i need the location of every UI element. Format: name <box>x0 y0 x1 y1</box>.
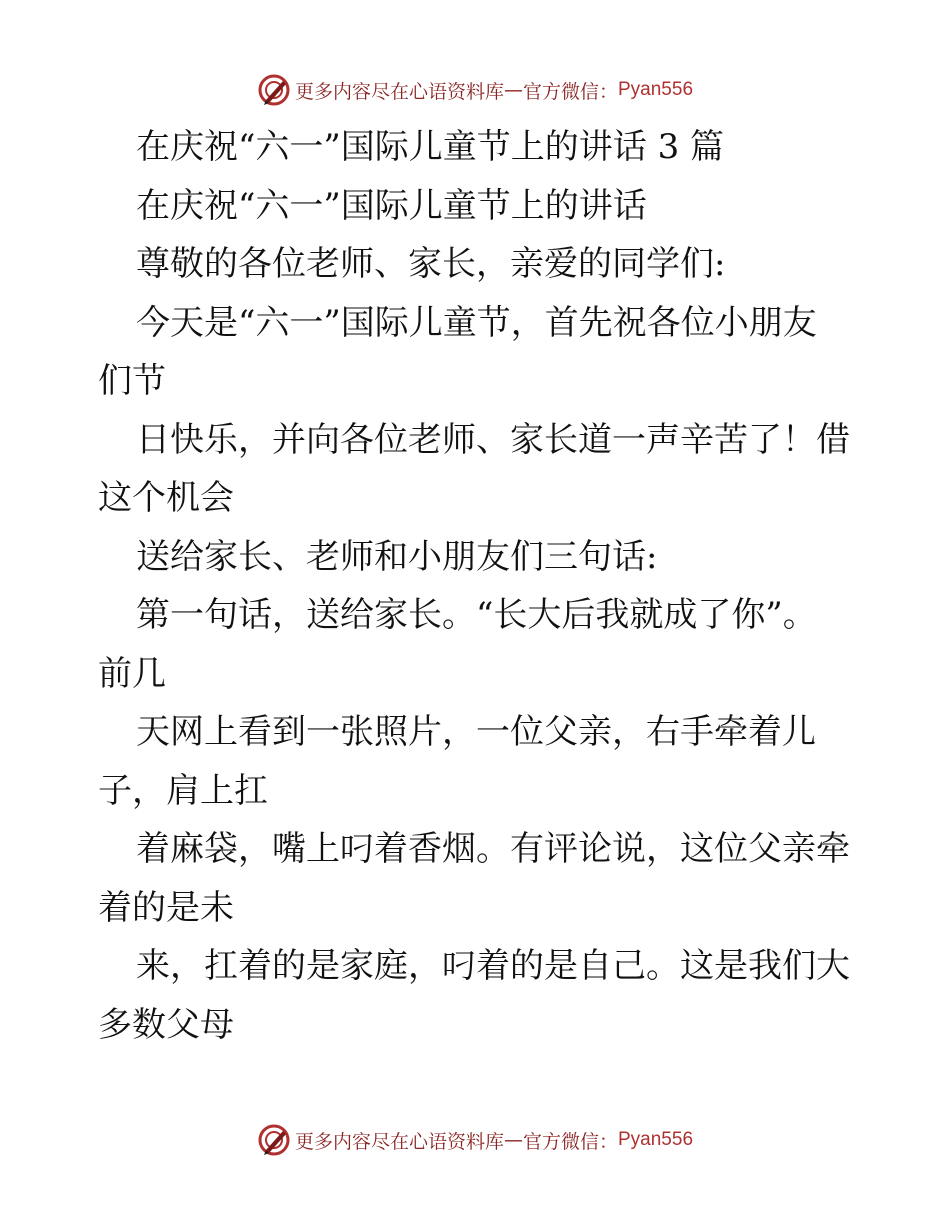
paragraph-line: 们节 <box>98 361 166 401</box>
watermark-main-text: 更多内容尽在心语资料库 <box>294 80 504 103</box>
paragraph-line: 前几 <box>98 653 166 694</box>
watermark-wechat-label: 官方微信： <box>522 1130 618 1153</box>
paragraph-line: 天网上看到一张照片，一位父亲，右手牵着儿 <box>136 712 816 752</box>
pen-logo-icon <box>257 73 291 107</box>
paragraph-line: 子，肩上扛 <box>98 770 268 811</box>
paragraph-line: 在庆祝“六一”国际儿童节上的讲话 3 篇 <box>136 127 725 167</box>
paragraph-line: 第一句话，送给家长。“长大后我就成了你”。 <box>136 595 817 635</box>
paragraph-line: 尊敬的各位老师、家长，亲爱的同学们: <box>136 244 726 284</box>
watermark-dash: — <box>503 79 523 101</box>
footer-watermark <box>0 1120 950 1160</box>
watermark-wechat-id: Pyan556 <box>618 79 694 100</box>
watermark-main-text: 更多内容尽在心语资料库 <box>294 1130 504 1153</box>
paragraph-line: 日快乐，并向各位老师、家长道一声辛苦了！借 <box>136 419 850 460</box>
paragraph-line: 多数父母 <box>98 1004 234 1045</box>
paragraph-line: 送给家长、老师和小朋友们三句话: <box>136 536 658 577</box>
paragraph-line: 这个机会 <box>98 478 234 518</box>
paragraph-line: 今天是“六一”国际儿童节，首先祝各位小朋友 <box>136 302 817 343</box>
paragraph-line: 在庆祝“六一”国际儿童节上的讲话 <box>136 185 647 226</box>
paragraph-line: 来，扛着的是家庭，叼着的是自己。这是我们大 <box>136 946 850 986</box>
header-watermark <box>0 70 950 110</box>
paragraph-line: 着的是未 <box>98 887 234 928</box>
watermark-wechat-label: 官方微信： <box>522 80 618 103</box>
watermark-wechat-id: Pyan556 <box>618 1129 694 1150</box>
pen-logo-icon <box>257 1123 291 1157</box>
document-body <box>98 118 858 1054</box>
watermark-dash: — <box>503 1129 523 1151</box>
paragraph-line: 着麻袋，嘴上叼着香烟。有评论说，这位父亲牵 <box>136 829 850 869</box>
